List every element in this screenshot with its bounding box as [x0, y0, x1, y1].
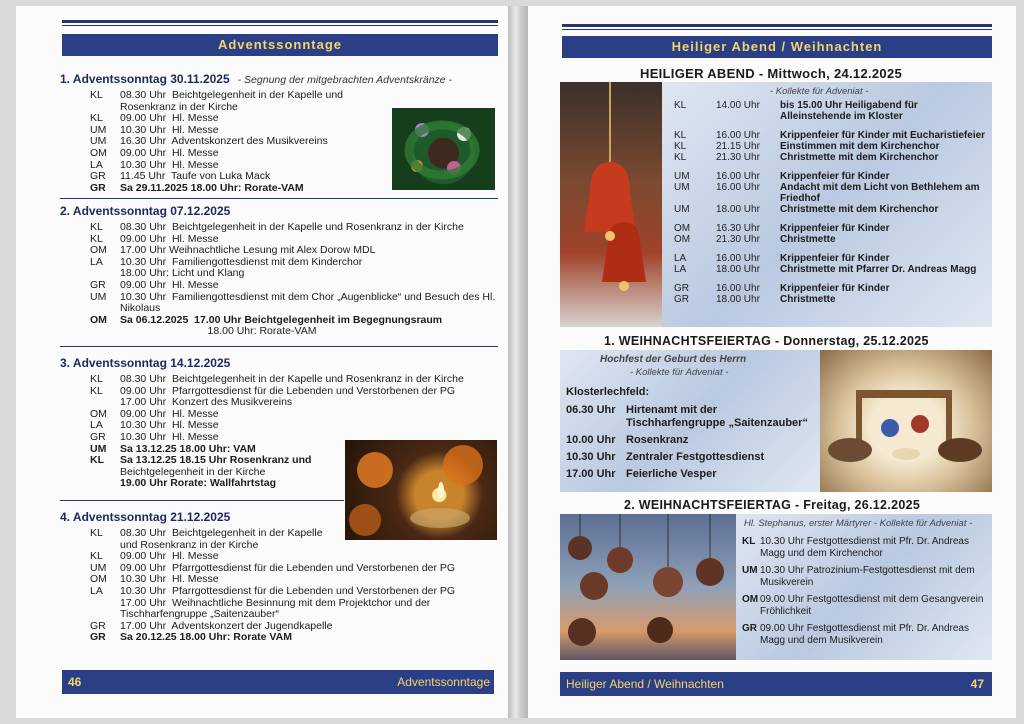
time: 06.30 Uhr	[566, 404, 616, 416]
entry-text: Sa 13.12.25 18.15 Uhr Rosenkranz und	[120, 454, 312, 467]
entry-text: Krippenfeier für Kinder	[780, 253, 890, 264]
time: 21.15 Uhr	[716, 141, 760, 152]
church-code: UM	[742, 565, 758, 576]
page-number: 46	[68, 675, 82, 689]
stephanus-note: Hl. Stephanus, erster Märtyrer - Kollekte für Adveniat -	[744, 518, 973, 529]
entry-text: 08.30 Uhr Beichtgelegenheit in der Kapelle	[120, 527, 323, 539]
entry-text: 09.00 Uhr Hl. Messe	[120, 112, 219, 125]
hochfest-line: Hochfest der Geburt des Herrn	[600, 354, 747, 365]
heiliger-abend-title: HEILIGER ABEND - Mittwoch, 24.12.2025	[640, 66, 903, 81]
section-advent-4	[60, 510, 500, 644]
section-title: 2. Adventssonntag 07.12.2025	[60, 204, 231, 218]
entry-text: 09.00 Uhr Festgottesdienst mit dem Gesangverein Fröhlichkeit	[760, 594, 984, 617]
time: 16.30 Uhr	[716, 223, 760, 234]
church-code: UM	[90, 442, 107, 455]
church-code: OM	[674, 234, 691, 245]
entry-text: 17.00 Uhr Weihnachtliche Besinnung mit dem Projektchor und der Tischharfengruppe „Saitenzauber“	[120, 596, 434, 621]
entry-text: Christmette mit Pfarrer Dr. Andreas Magg	[780, 264, 977, 275]
church-code: OM	[742, 594, 759, 605]
schedule-row	[674, 204, 988, 215]
schedule-row	[60, 326, 500, 338]
footer-title: Adventssonntage	[397, 675, 490, 689]
church-code: KL	[90, 550, 103, 563]
schedule-row	[742, 565, 988, 588]
church-code: LA	[90, 255, 103, 268]
church-code: GR	[90, 619, 106, 632]
kollekte-note-2: - Kollekte für Adveniat -	[630, 367, 729, 378]
schedule-row	[60, 586, 480, 598]
church-code: KL	[674, 152, 687, 163]
church-code: KL	[90, 232, 103, 245]
schedule-row	[674, 171, 988, 182]
schedule-row	[60, 374, 500, 386]
church-code: GR	[674, 283, 689, 294]
church-code	[60, 467, 120, 479]
weihnachtsfeiertag-1-title: 1. WEIHNACHTSFEIERTAG - Donnerstag, 25.12.2025	[604, 334, 929, 348]
church-code: KL	[742, 536, 756, 547]
schedule-row	[60, 171, 380, 183]
ornaments-illustration	[560, 514, 736, 660]
entry-text: 19.00 Uhr Rorate: Wallfahrtstag	[120, 477, 276, 490]
schedule-row	[674, 141, 988, 152]
schedule-row	[60, 280, 500, 292]
church-code: OM	[90, 573, 107, 586]
time: 14.00 Uhr	[716, 100, 760, 111]
entry-text: 10.30 Uhr Festgottesdienst mit Pfr. Dr. Andreas Magg und dem Kirchenchor	[760, 536, 969, 559]
entry-text: Sa 20.12.25 18.00 Uhr: Rorate VAM	[120, 631, 292, 644]
church-code: UM	[674, 204, 690, 215]
schedule-row	[674, 283, 988, 294]
entry-text: 17.00 Uhr Konzert des Musikvereins	[120, 396, 293, 409]
schedule-row	[674, 130, 988, 141]
time: 16.00 Uhr	[716, 283, 760, 294]
entry-text: 09.00 Uhr Pfarrgottesdienst für die Lebenden und Verstorbenen der PG	[120, 561, 456, 574]
entry-text: Christmette	[780, 234, 836, 245]
time: 18.00 Uhr	[716, 294, 760, 305]
church-code: KL	[674, 130, 687, 141]
church-code	[60, 478, 120, 490]
entry-text: Sa 13.12.25 18.00 Uhr: VAM	[120, 442, 256, 455]
banner-left: Adventssonntage	[62, 34, 498, 56]
church-code: UM	[90, 290, 107, 303]
entry-text: 10.30 Uhr Hl. Messe	[120, 123, 219, 136]
schedule-row	[60, 136, 380, 148]
weihnachtsfeiertag-2-schedule	[742, 536, 988, 652]
schedule-row	[60, 90, 380, 113]
schedule-row	[674, 234, 988, 245]
kollekte-note: - Kollekte für Adveniat -	[770, 86, 869, 97]
entry-text: Christmette mit dem Kirchenchor	[780, 204, 939, 215]
wreath-illustration	[392, 108, 495, 190]
advent-wreath-image	[392, 108, 495, 190]
church-code: LA	[90, 584, 103, 597]
church-code: GR	[90, 170, 106, 183]
entry-text: 10.30 Uhr Pfarrgottesdienst für die Lebenden und Verstorbenen der PG	[120, 584, 456, 597]
section-divider	[60, 500, 344, 501]
church-code	[60, 598, 120, 621]
entry-text: 10.30 Uhr Hl. Messe	[120, 430, 219, 443]
entry-text: Krippenfeier für Kinder mit Eucharistiefeier	[780, 130, 986, 141]
church-code: OM	[90, 146, 107, 159]
section-title: 4. Adventssonntag 21.12.2025	[60, 510, 231, 524]
top-rule-thin	[562, 29, 992, 30]
church-code: KL	[674, 100, 687, 111]
entry-text: Andacht mit dem Licht von Bethlehem am Friedhof	[780, 182, 980, 204]
church-code: OM	[90, 407, 107, 420]
schedule-row	[742, 623, 988, 646]
time: 16.00 Uhr	[716, 171, 760, 182]
entry-text: 16.30 Uhr Adventskonzert des Musikvereins	[120, 135, 328, 148]
church-code: KL	[90, 373, 103, 385]
church-code: UM	[90, 135, 107, 148]
bells-illustration	[560, 82, 662, 327]
schedule-row	[60, 148, 380, 160]
christmas-bells-image	[560, 82, 662, 327]
weihnachtsfeiertag-2-title: 2. WEIHNACHTSFEIERTAG - Freitag, 26.12.2025	[624, 498, 921, 512]
church-code: UM	[90, 561, 107, 574]
entry-text: Sa 29.11.2025 18.00 Uhr: Rorate-VAM	[120, 181, 304, 194]
entry-text: Einstimmen mit dem Kirchenchor	[780, 141, 940, 152]
place-label: Klosterlechfeld:	[566, 386, 650, 398]
time: 16.00 Uhr	[716, 253, 760, 264]
entry-text: 17.00 Uhr Adventskonzert der Jugendkapelle	[120, 619, 333, 632]
entry-text: Christmette mit dem Kirchenchor	[780, 152, 939, 163]
church-code: KL	[90, 527, 103, 539]
schedule-row	[674, 294, 988, 305]
nativity-scene-image	[820, 350, 992, 492]
church-code: LA	[674, 264, 687, 275]
entry-text: Feierliche Vesper	[626, 468, 717, 480]
schedule-row	[674, 253, 988, 264]
church-code: GR	[674, 294, 689, 305]
church-code: OM	[90, 313, 107, 326]
entry-text: 09.00 Uhr Hl. Messe	[120, 146, 219, 159]
schedule-row	[742, 594, 988, 617]
entry-text: Rosenkranz	[626, 434, 689, 446]
entry-text: und Rosenkranz in der Kirche	[120, 538, 259, 551]
church-code: OM	[90, 244, 107, 257]
church-code: LA	[90, 158, 103, 171]
time: 18.00 Uhr	[716, 204, 760, 215]
section-title: 3. Adventssonntag 14.12.2025	[60, 356, 231, 370]
entry-text: Krippenfeier für Kinder	[780, 171, 890, 182]
church-code: GR	[90, 181, 106, 194]
entry-text: Sa 06.12.2025 17.00 Uhr Beichtgelegenheit im Begegnungsraum	[120, 313, 443, 326]
schedule-row	[60, 598, 480, 621]
church-code: UM	[674, 171, 690, 182]
page-number: 47	[970, 677, 984, 691]
entry-text: 10.30 Uhr Hl. Messe	[120, 158, 219, 171]
schedule-row	[674, 100, 988, 122]
church-code: GR	[90, 430, 106, 443]
church-code: GR	[90, 278, 106, 291]
top-rule	[62, 20, 498, 23]
church-code: UM	[90, 123, 107, 136]
gutter	[508, 6, 528, 718]
schedule-row	[60, 528, 480, 540]
time: 16.00 Uhr	[716, 130, 760, 141]
entry-text: 18.00 Uhr: Licht und Klang	[120, 267, 245, 280]
row-gap	[674, 275, 988, 283]
schedule-row	[566, 434, 816, 447]
section-divider	[60, 198, 498, 199]
entry-text: Krippenfeier für Kinder	[780, 283, 890, 294]
entry-text: 09.00 Uhr Hl. Messe	[120, 550, 219, 563]
row-gap	[674, 122, 988, 130]
church-code: KL	[90, 221, 103, 233]
entry-text: 09.00 Uhr Hl. Messe	[120, 407, 219, 420]
ornaments-image	[560, 514, 736, 660]
time: 21.30 Uhr	[716, 152, 760, 163]
footer-left	[62, 670, 494, 694]
row-gap	[674, 245, 988, 253]
time: 10.30 Uhr	[566, 451, 616, 463]
entry-text: 09.00 Uhr Hl. Messe	[120, 232, 219, 245]
time: 17.00 Uhr	[566, 468, 616, 480]
row-gap	[674, 215, 988, 223]
time: 10.00 Uhr	[566, 434, 616, 446]
entry-text: 10.30 Uhr Hl. Messe	[120, 419, 219, 432]
entry-text: Christmette	[780, 294, 836, 305]
time: 16.00 Uhr	[716, 182, 760, 193]
section-title: 1. Adventssonntag 30.11.2025 - Segnung der mitgebrachten Adventskränze -	[60, 72, 453, 86]
top-rule	[562, 24, 992, 27]
church-code	[60, 326, 120, 338]
church-code: KL	[90, 384, 103, 397]
schedule-row	[60, 222, 500, 234]
row-gap	[674, 163, 988, 171]
church-code: KL	[90, 454, 104, 467]
banner-right: Heiliger Abend / Weihnachten	[562, 36, 992, 58]
entry-text: Krippenfeier für Kinder	[780, 223, 890, 234]
church-code: LA	[90, 419, 103, 432]
entry-text: 09.00 Uhr Hl. Messe	[120, 278, 219, 291]
schedule-row	[566, 404, 816, 430]
schedule-row	[60, 113, 380, 125]
time: 21.30 Uhr	[716, 234, 760, 245]
entry-text: 18.00 Uhr: Rorate-VAM	[120, 325, 317, 338]
entry-text: 09.00 Uhr Pfarrgottesdienst für die Lebenden und Verstorbenen der PG	[120, 384, 456, 397]
entry-text: Beichtgelegenheit in der Kirche	[120, 465, 266, 478]
top-rule-thin	[62, 25, 498, 26]
church-code: LA	[674, 253, 687, 264]
nativity-illustration	[820, 350, 992, 492]
entry-text: bis 15.00 Uhr Heiligabend für Alleinstehende im Kloster	[780, 100, 918, 122]
schedule-row	[60, 292, 500, 315]
schedule-row	[674, 152, 988, 163]
entry-text: 08.30 Uhr Beichtgelegenheit in der Kapelle und Rosenkranz in der Kirche	[120, 89, 346, 113]
entry-text: 10.30 Uhr Familiengottesdienst mit dem Chor „Augenblicke“ und Besuch des Hl. Nikolaus	[120, 290, 499, 315]
footer-title: Heiliger Abend / Weihnachten	[566, 677, 724, 691]
schedule-row	[60, 632, 480, 644]
heiliger-abend-schedule	[674, 100, 988, 305]
entry-text: 17.00 Uhr Weihnachtliche Lesung mit Alex Dorow MDL	[120, 244, 376, 257]
entry-text: 08.30 Uhr Beichtgelegenheit in der Kapelle und Rosenkranz in der Kirche	[120, 221, 464, 233]
church-code: KL	[90, 112, 103, 125]
entry-text: 11.45 Uhr Taufe von Luka Mack	[120, 170, 271, 183]
church-code: KL	[674, 141, 687, 152]
section-divider	[60, 346, 498, 347]
schedule-row	[674, 182, 988, 204]
schedule-row	[566, 468, 816, 481]
weihnachtsfeiertag-1-schedule	[566, 404, 816, 485]
entry-text: Zentraler Festgottesdienst	[626, 451, 765, 463]
church-code: UM	[674, 182, 690, 193]
church-code: GR	[742, 623, 757, 634]
entry-text: 10.30 Uhr Familiengottesdienst mit dem Kinderchor	[120, 255, 363, 268]
entry-text: 09.00 Uhr Festgottesdienst mit Pfr. Dr. Andreas Magg und dem Musikverein	[760, 623, 969, 646]
time: 18.00 Uhr	[716, 264, 760, 275]
schedule-row	[742, 536, 988, 559]
entry-text: 08.30 Uhr Beichtgelegenheit in der Kapelle und Rosenkranz in der Kirche	[120, 373, 464, 385]
schedule-row	[566, 451, 816, 464]
church-code: OM	[674, 223, 691, 234]
section-advent-2	[60, 204, 500, 338]
church-code: GR	[90, 631, 106, 644]
church-code: KL	[90, 89, 103, 101]
entry-text: 10.30 Uhr Patrozinium-Festgottesdienst mit dem Musikverein	[760, 565, 975, 588]
footer-right	[560, 672, 992, 696]
schedule-row	[60, 183, 380, 195]
schedule-row	[674, 264, 988, 275]
entry-text: Hirtenamt mit der Tischharfengruppe „Saitenzauber“	[626, 404, 808, 429]
schedule-row	[674, 223, 988, 234]
entry-text: 10.30 Uhr Hl. Messe	[120, 573, 219, 586]
